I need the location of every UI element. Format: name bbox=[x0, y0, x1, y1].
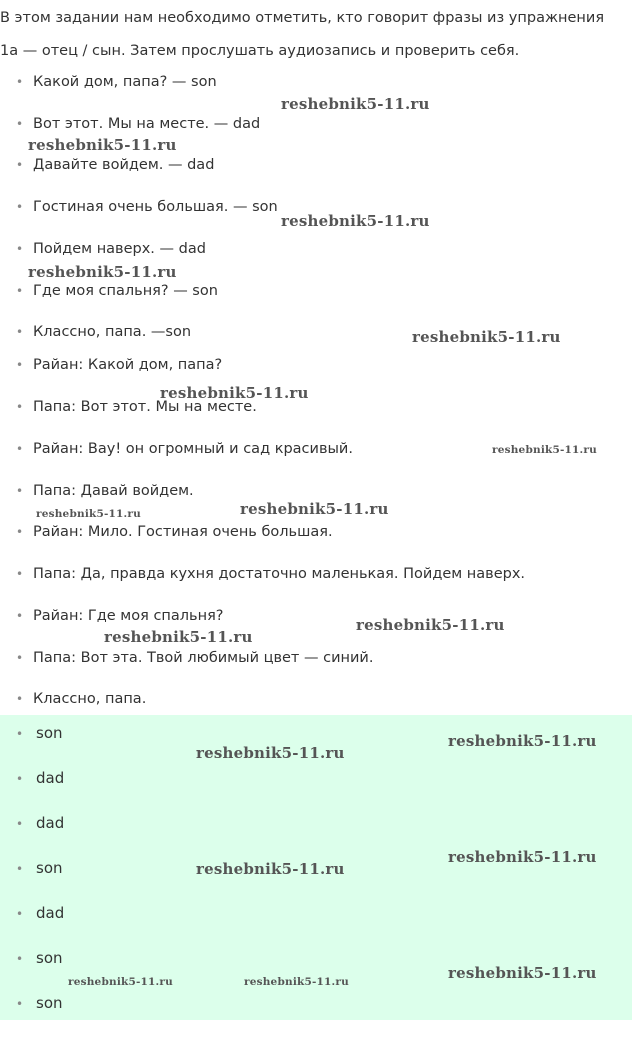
bullet-icon: • bbox=[16, 117, 24, 131]
list-item bbox=[16, 689, 146, 709]
watermark: reshebnik5-11.ru bbox=[36, 508, 141, 520]
bullet-icon: • bbox=[16, 325, 24, 339]
phrase-text: Вот этот. Мы на месте. — dad bbox=[33, 116, 261, 132]
bullet-icon: • bbox=[16, 525, 24, 539]
list-item bbox=[16, 606, 224, 626]
dialogue-text: Классно, папа. bbox=[33, 691, 147, 707]
bullet-icon: • bbox=[16, 484, 24, 498]
answer-text: son bbox=[36, 859, 63, 877]
intro-line-1: В этом задании нам необходимо отметить, кто говорит фразы из упражнения bbox=[0, 10, 605, 26]
answer-item bbox=[16, 813, 64, 834]
answer-text: son bbox=[36, 994, 63, 1012]
bullet-icon: • bbox=[16, 862, 24, 876]
watermark: reshebnik5-11.ru bbox=[448, 964, 597, 982]
list-item bbox=[16, 355, 222, 375]
dialogue-text: Райан: Какой дом, папа? bbox=[33, 357, 223, 373]
watermark: reshebnik5-11.ru bbox=[492, 444, 597, 456]
answer-item bbox=[16, 948, 63, 969]
bullet-icon: • bbox=[16, 442, 24, 456]
bullet-icon: • bbox=[16, 817, 24, 831]
bullet-icon: • bbox=[16, 727, 24, 741]
bullet-icon: • bbox=[16, 200, 24, 214]
watermark: reshebnik5-11.ru bbox=[28, 263, 177, 281]
bullet-icon: • bbox=[16, 952, 24, 966]
list-item bbox=[16, 439, 353, 459]
watermark: reshebnik5-11.ru bbox=[104, 628, 253, 646]
answer-item bbox=[16, 993, 63, 1014]
list-item bbox=[16, 522, 333, 542]
watermark: reshebnik5-11.ru bbox=[196, 744, 345, 762]
phrase-text: Какой дом, папа? — son bbox=[33, 74, 217, 90]
watermark: reshebnik5-11.ru bbox=[244, 976, 349, 988]
list-item bbox=[16, 239, 206, 259]
dialogue-text: Папа: Вот эта. Твой любимый цвет — синий. bbox=[33, 650, 374, 666]
watermark: reshebnik5-11.ru bbox=[196, 860, 345, 878]
bullet-icon: • bbox=[16, 609, 24, 623]
answer-text: dad bbox=[36, 814, 65, 832]
bullet-icon: • bbox=[16, 651, 24, 665]
answer-item bbox=[16, 858, 63, 879]
dialogue-text: Папа: Давай войдем. bbox=[33, 483, 194, 499]
dialogue-text: Папа: Да, правда кухня достаточно маленькая. Пойдем наверх. bbox=[33, 566, 526, 582]
bullet-icon: • bbox=[16, 907, 24, 921]
watermark: reshebnik5-11.ru bbox=[356, 616, 505, 634]
bullet-icon: • bbox=[16, 75, 24, 89]
answer-item bbox=[16, 903, 64, 924]
dialogue-text: Папа: Вот этот. Мы на месте. bbox=[33, 399, 257, 415]
watermark: reshebnik5-11.ru bbox=[240, 500, 389, 518]
bullet-icon: • bbox=[16, 358, 24, 372]
bullet-icon: • bbox=[16, 158, 24, 172]
list-item bbox=[16, 281, 218, 301]
watermark: reshebnik5-11.ru bbox=[281, 212, 430, 230]
answer-text: son bbox=[36, 949, 63, 967]
list-item bbox=[16, 197, 278, 217]
list-item bbox=[16, 155, 214, 175]
intro-line-2: 1a — отец / сын. Затем прослушать аудиозапись и проверить себя. bbox=[0, 43, 520, 59]
bullet-icon: • bbox=[16, 242, 24, 256]
phrase-text: Давайте войдем. — dad bbox=[33, 157, 215, 173]
answer-item bbox=[16, 723, 63, 744]
watermark: reshebnik5-11.ru bbox=[160, 384, 309, 402]
bullet-icon: • bbox=[16, 772, 24, 786]
list-item bbox=[16, 72, 217, 92]
phrase-text: Пойдем наверх. — dad bbox=[33, 241, 206, 257]
answer-text: dad bbox=[36, 904, 65, 922]
dialogue-text: Райан: Где моя спальня? bbox=[33, 608, 224, 624]
intro-text bbox=[0, 2, 632, 68]
list-item bbox=[16, 114, 260, 134]
watermark: reshebnik5-11.ru bbox=[412, 328, 561, 346]
list-item bbox=[16, 648, 373, 668]
phrase-text: Где моя спальня? — son bbox=[33, 283, 218, 299]
list-item bbox=[16, 481, 194, 501]
list-item bbox=[16, 564, 525, 584]
watermark: reshebnik5-11.ru bbox=[281, 95, 430, 113]
answer-text: son bbox=[36, 724, 63, 742]
watermark: reshebnik5-11.ru bbox=[28, 136, 177, 154]
bullet-icon: • bbox=[16, 567, 24, 581]
watermark: reshebnik5-11.ru bbox=[448, 848, 597, 866]
watermark: reshebnik5-11.ru bbox=[448, 732, 597, 750]
bullet-icon: • bbox=[16, 284, 24, 298]
bullet-icon: • bbox=[16, 997, 24, 1011]
answer-text: dad bbox=[36, 769, 65, 787]
dialogue-text: Райан: Мило. Гостиная очень большая. bbox=[33, 524, 333, 540]
watermark: reshebnik5-11.ru bbox=[68, 976, 173, 988]
dialogue-text: Райан: Вау! он огромный и сад красивый. bbox=[33, 441, 353, 457]
bullet-icon: • bbox=[16, 692, 24, 706]
answer-item bbox=[16, 768, 64, 789]
list-item bbox=[16, 322, 191, 342]
bullet-icon: • bbox=[16, 400, 24, 414]
phrase-text: Гостиная очень большая. — son bbox=[33, 199, 278, 215]
phrase-text: Классно, папа. —son bbox=[33, 324, 192, 340]
